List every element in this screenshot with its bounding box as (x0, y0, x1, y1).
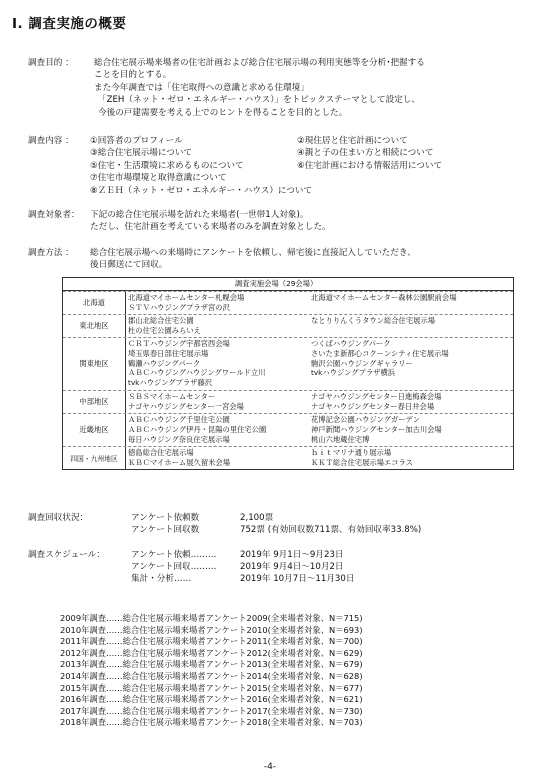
list-item: 2013年調査……総合住宅展示場来場者アンケート2013(全来場者対象、N＝679) (60, 659, 363, 670)
list-item: 2018年調査……総合住宅展示場来場者アンケート2018(全来場者対象、N＝703) (60, 717, 363, 728)
purpose-line: 今後の戸建需要を考える上でのヒントを得ることを目的とした。 (98, 107, 348, 118)
venue-name: tvkハウジングプラザ藤沢 (128, 378, 213, 388)
venue-name: ナゴヤハウジングセンター春日井会場 (311, 401, 435, 411)
list-item: 2012年調査……総合住宅展示場来場者アンケート2012(全来場者対象、N＝629) (60, 647, 363, 658)
method-text (90, 247, 416, 272)
venue-name: 桃山六地蔵住宅博 (311, 434, 370, 444)
schedule-period: 2019年 9月1日～9月23日 (240, 550, 344, 560)
target-text (90, 209, 331, 234)
purpose-label: 調査目的 ： (28, 58, 74, 68)
method-label: 調査方法 ： (28, 248, 74, 258)
collection-label: 調査回収状況： (28, 513, 89, 523)
table-row (63, 390, 513, 413)
venue-name: さいたま新都心コクーンシティ住宅展示場 (311, 348, 449, 358)
returns-label: アンケート回収数 (131, 525, 200, 535)
past-surveys-list (60, 613, 363, 729)
purpose-line: 「ZEH（ネット・ゼロ・エネルギー・ハウス）」をトピックステーマとして設定し、 (98, 95, 420, 106)
region-cell: 四国・九州地区 (63, 447, 126, 469)
venue-name: 花博記念公園ハウジングガーデン (311, 415, 420, 424)
schedule-period: 2019年 9月4日～10月2日 (240, 562, 344, 572)
venue-name: 杜の住宅公園みらいえ (128, 325, 201, 335)
purpose-line: ことを目的とする。 (94, 70, 172, 81)
region-cell: 北海道 (63, 292, 126, 314)
table-row (63, 314, 513, 337)
contents-item: ④親と子の住まい方と相続について (297, 148, 434, 159)
purpose-line: 総合住宅展示場来場者の住宅計画および総合住宅展示場の利用実態等を分析･把握する (94, 58, 425, 68)
target-label: 調査対象者： (28, 210, 80, 220)
venue-table (62, 277, 514, 470)
returns-value: 752票 (有効回収数711票、有効回収率33.8%) (240, 525, 422, 535)
region-cell: 近畿地区 (63, 414, 126, 446)
venue-name: ｈｉｔマリナ通り展示場 (311, 448, 392, 457)
page-number: -4- (263, 762, 277, 772)
contents-item: ③総合住宅展示場について (90, 148, 193, 159)
purpose-line: また今年調査では「住宅取得への意識と求める住環境」 (94, 82, 309, 93)
venue-name: ナゴヤハウジングセンター一宮会場 (128, 401, 244, 411)
method-line: 総合住宅展示場への来場時にアンケートを依頼し、帰宅後に直接記入していただき、 (90, 248, 416, 258)
venue-name: 鶴瀬ハウジングパーク (128, 358, 201, 368)
contents-item: ⑤住宅・生活環境に求めるものについて (90, 160, 244, 171)
list-item: 2015年調査……総合住宅展示場来場者アンケート2015(全来場者対象、N＝677) (60, 682, 363, 693)
venue-name: 徳島総合住宅展示場 (128, 448, 194, 457)
venue-name: tvkハウジングプラザ横浜 (311, 368, 396, 378)
schedule-label: 調査スケジュール： (28, 550, 105, 560)
schedule-item: 集計・分析…… (131, 574, 192, 584)
contents-item: ⑧ＺＥＨ（ネット・ゼロ・エネルギー・ハウス）について (90, 185, 313, 196)
contents-list (90, 135, 443, 197)
table-row (63, 413, 513, 446)
target-line: 下記の総合住宅展示場を訪れた来場者(一世帯1人対象)。 (90, 210, 309, 220)
venue-name: ＫＢＣマイホーム展久留米会場 (128, 457, 231, 467)
region-cell: 東北地区 (63, 315, 126, 337)
table-row (63, 446, 513, 469)
venue-name: 毎日ハウジング奈良住宅展示場 (128, 434, 230, 444)
venue-name: なとりりんくうタウン総合住宅展示場 (311, 316, 436, 325)
requests-label: アンケート依頼数 (131, 513, 200, 523)
contents-item: ⑥住宅計画における情報活用について (297, 160, 443, 171)
venue-name: つくばハウジングパーク (311, 339, 391, 348)
contents-item: ①回答者のプロフィール (90, 136, 183, 146)
venue-name: ＡＢＣハウジングハウジングワールド立川 (128, 368, 266, 378)
venue-name: 埼玉県春日部住宅展示場 (128, 348, 209, 358)
schedule-period: 2019年 10月7日～11月30日 (240, 574, 355, 584)
list-item: 2014年調査……総合住宅展示場来場者アンケート2014(全来場者対象、N＝628) (60, 670, 363, 681)
contents-item: ⑦住宅市場環境と取得意識について (90, 173, 227, 184)
region-cell: 関東地区 (63, 338, 126, 390)
venue-name: 神戸新聞ハウジングセンター加古川会場 (311, 424, 442, 434)
venue-name: ＫＫＴ総合住宅展示場エコラス (311, 457, 413, 467)
contents-label: 調査内容 ： (28, 136, 74, 146)
venue-table-header (63, 278, 513, 291)
venue-name: ＡＢＣハウジング伊丹・昆陽の里住宅公園 (128, 424, 267, 434)
venue-table-title: 調査実施会場（29会場） (235, 279, 318, 288)
purpose-text (94, 57, 425, 119)
requests-value: 2,100票 (240, 513, 274, 523)
venue-name: 郡山北総合住宅公園 (128, 316, 194, 325)
list-item: 2009年調査……総合住宅展示場来場者アンケート2009(全来場者対象、N＝715) (60, 613, 363, 623)
table-row (63, 337, 513, 390)
region-cell: 中部地区 (63, 391, 126, 413)
page-title: Ⅰ. 調査実施の概要 (12, 16, 127, 32)
venue-name: 北海道マイホームセンター森林公園駅前会場 (311, 293, 457, 302)
list-item: 2011年調査……総合住宅展示場来場者アンケート2011(全来場者対象、N＝700) (60, 636, 363, 647)
target-line: ただし、住宅計画を考えている来場者のみを調査対象とした。 (90, 222, 331, 233)
venue-name: ＳＢＳマイホームセンター (128, 392, 216, 401)
venue-name: ナゴヤハウジングセンター日進梅森会場 (311, 392, 442, 401)
schedule-item: アンケート依頼……… (131, 550, 217, 560)
list-item: 2010年調査……総合住宅展示場来場者アンケート2010(全来場者対象、N＝693) (60, 624, 363, 635)
venue-name: 駒沢公園ハウジングギャラリー (311, 358, 413, 368)
venue-name: ＣＲＴハウジング宇都宮西会場 (128, 339, 230, 348)
venue-name: ＳＴＶハウジングプラザ宮の沢 (128, 302, 230, 312)
list-item: 2017年調査……総合住宅展示場来場者アンケート2017(全来場者対象、N＝730) (60, 705, 363, 716)
table-row (63, 291, 513, 314)
venue-name: ＡＢＣハウジング千里住宅公園 (128, 415, 230, 424)
schedule-item: アンケート回収……… (131, 562, 217, 572)
method-line: 後日郵送にて回収。 (90, 260, 168, 271)
venue-name: 北海道マイホームセンター札幌会場 (128, 293, 245, 302)
list-item: 2016年調査……総合住宅展示場来場者アンケート2016(全来場者対象、N＝621) (60, 694, 363, 705)
contents-item: ②現住居と住宅計画について (297, 136, 408, 146)
